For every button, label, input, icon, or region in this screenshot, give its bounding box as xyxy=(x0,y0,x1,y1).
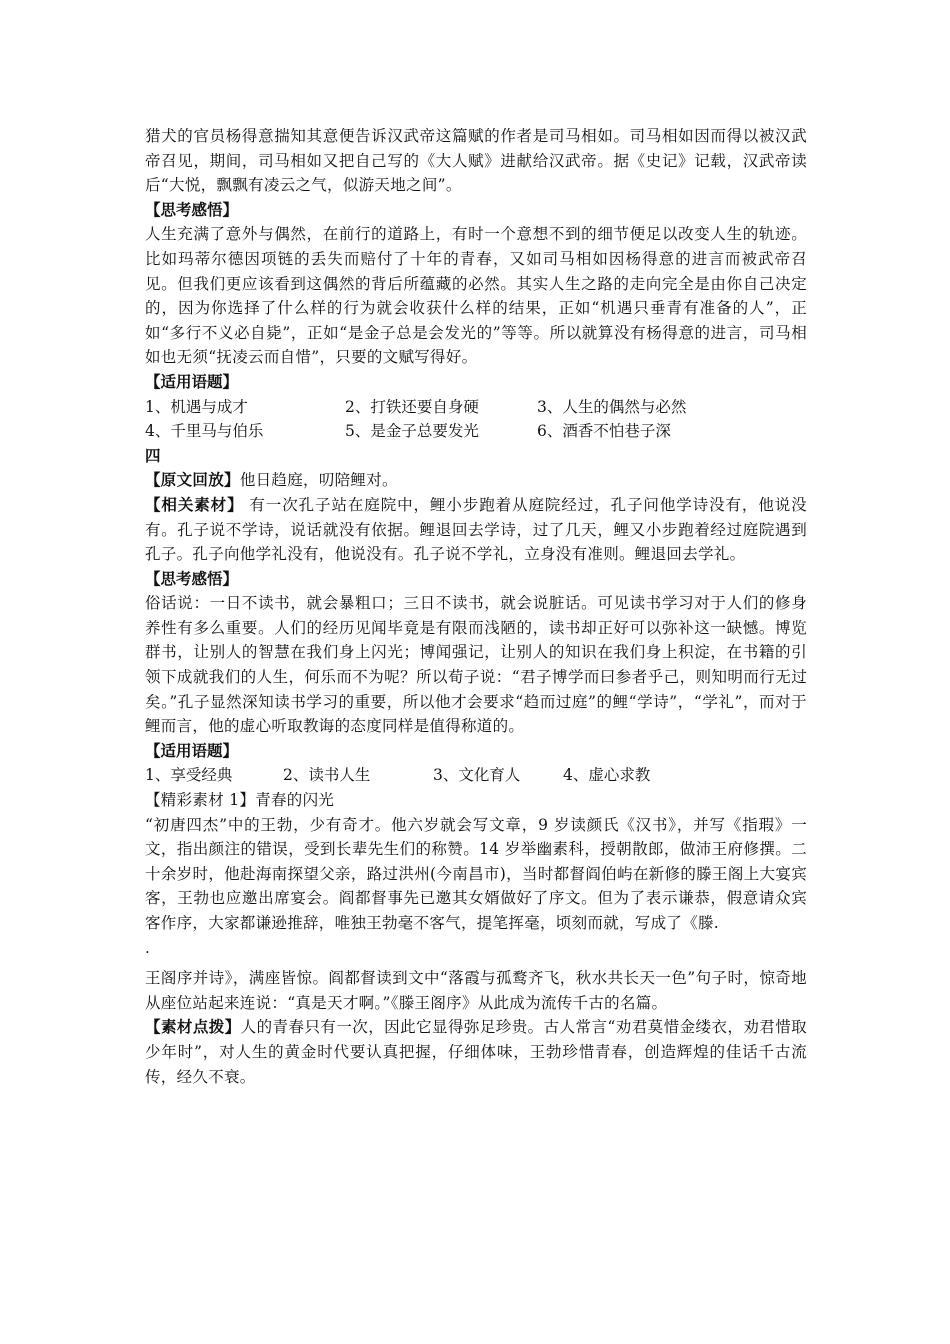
paragraph-think-1: 人生充满了意外与偶然，在前行的道路上，有时一个意想不到的细节便足以改变人生的轨迹。比如玛蒂尔德因项链的丢失而赔付了十年的青春，又如司马相如因杨得意的进言而被武帝召见。但我们更应该看到这偶然的背后所蕴藏的必然。其实人生之路的走向完全是由你自己决定的，因为你选择了什么样的行为就会收获什么样的结果，正如“机遇只垂青有准备的人”，正如“多行不义必自毙”，正如“是金子总是会发光的”等等。所以就算没有杨得意的进言，司马相如也无须“抚凌云而自惜”，只要的文赋写得好。 xyxy=(145,225,807,367)
topics-1-row-2 xyxy=(145,419,807,444)
original-text: 他日趋庭，叨陪鲤对。 xyxy=(239,471,398,490)
topic-item: 2、打铁还要自身硬 xyxy=(345,397,479,416)
dianbo-text: 人的青春只有一次，因此它显得弥足珍贵。古人常言“劝君莫惜金缕衣，劝君惜取少年时”，对人生的黄金时代要认真把握，仔细体味，王勃珍惜青春，创造辉煌的佳话千古流传，经久不衰。 xyxy=(145,1018,807,1086)
heading-topics-1: 【适用语题】 xyxy=(145,371,239,391)
topic-item: 1、享受经典 xyxy=(145,766,233,785)
heading-dianbo: 【素材点拨】 xyxy=(145,1017,241,1037)
topic-item: 4、虚心求教 xyxy=(563,766,651,785)
topics-2-row xyxy=(145,763,807,788)
topic-item: 4、千里马与伯乐 xyxy=(145,422,264,441)
heading-think-1: 【思考感悟】 xyxy=(145,199,239,219)
heading-material: 【相关素材】 xyxy=(145,494,244,514)
heading-think-2: 【思考感悟】 xyxy=(145,568,239,588)
page-break-dot: . xyxy=(145,938,150,957)
topic-item: 1、机遇与成才 xyxy=(145,397,248,416)
topic-item: 6、酒香不怕巷子深 xyxy=(537,422,671,441)
heading-original: 【原文回放】 xyxy=(145,470,240,490)
jingcai-title: 青春的闪光 xyxy=(255,791,335,810)
topics-1-row-1 xyxy=(145,395,807,420)
topic-item: 2、读书人生 xyxy=(283,766,371,785)
original-text-paragraph xyxy=(145,468,807,493)
topic-item: 5、是金子总要发光 xyxy=(345,422,479,441)
document-page xyxy=(145,124,807,1089)
section-number-four: 四 xyxy=(145,445,161,465)
jingcai-heading-line xyxy=(145,788,807,813)
heading-jingcai: 【精彩素材 1】 xyxy=(145,791,256,810)
topic-item: 3、文化育人 xyxy=(433,766,521,785)
paragraph-think-2: 俗话说：一日不读书，就会暴粗口；三日不读书，就会说脏话。可见读书学习对于人们的修身养性有多么重要。人们的经历见闻毕竟是有限而浅陋的，读书却正好可以弥补这一缺憾。博览群书，让别人的智慧在我们身上闪光；博闻强记，让别人的知识在我们身上积淀，在书籍的引领下成就我们的人生，何乐而不为呢？所以荀子说：“君子博学而曰参者乎己，则知明而行无过矣。”孔子显然深知读书学习的重要，所以他才会要求“趋而过庭”的鲤“学诗”，“学礼”，而对于鲤而言，他的虚心听取教诲的态度同样是值得称道的。 xyxy=(145,594,807,736)
paragraph-sima-xiangru: 猎犬的官员杨得意揣知其意便告诉汉武帝这篇赋的作者是司马相如。司马相如因而得以被汉武帝召见，期间，司马相如又把自己写的《大人赋》进献给汉武帝。据《史记》记载，汉武帝读后“大悦，飘飘有凌云之气，似游天地之间”。 xyxy=(145,127,807,195)
material-text: 有一次孔子站在庭院中，鲤小步跑着从庭院经过，孔子问他学诗没有，他说没有。孔子说不学诗，说话就没有依据。鲤退回去学诗，过了几天，鲤又小步跑着经过庭院遇到孔子。孔子向他学礼没有，他说没有。孔子说不学礼，立身没有准则。鲤退回去学礼。 xyxy=(145,495,807,564)
paragraph-wangbo-1: “初唐四杰”中的王勃，少有奇才。他六岁就会写文章，9 岁读颜氏《汉书》，并写《指瑕》一文，指出颜注的错误，受到长辈先生们的称赞。14 岁举幽素科，授朝散郎，做沛王府修撰。二十余岁时，他赴海南探望父亲，路过洪州(今南昌市)，当时都督阎伯屿在新修的滕王阁上大宴宾客，王勃也应邀出席宴会。阎都督事先已邀其女婿做好了序文。但为了表示谦恭，假意请众宾客作序，大家都谦逊推辞，唯独王勃毫不客气，提笔挥毫，顷刻而就，写成了《滕. xyxy=(145,815,807,932)
material-paragraph xyxy=(145,493,807,567)
paragraph-wangbo-2: 王阁序并诗》，满座皆惊。阎都督读到文中“落霞与孤鹜齐飞，秋水共长天一色”句子时，惊奇地从座位站起来连说：“真是天才啊。”《滕王阁序》从此成为流传千古的名篇。 xyxy=(145,969,807,1012)
dianbo-paragraph xyxy=(145,1015,807,1089)
topic-item: 3、人生的偶然与必然 xyxy=(537,397,687,416)
heading-topics-2: 【适用语题】 xyxy=(145,740,239,760)
